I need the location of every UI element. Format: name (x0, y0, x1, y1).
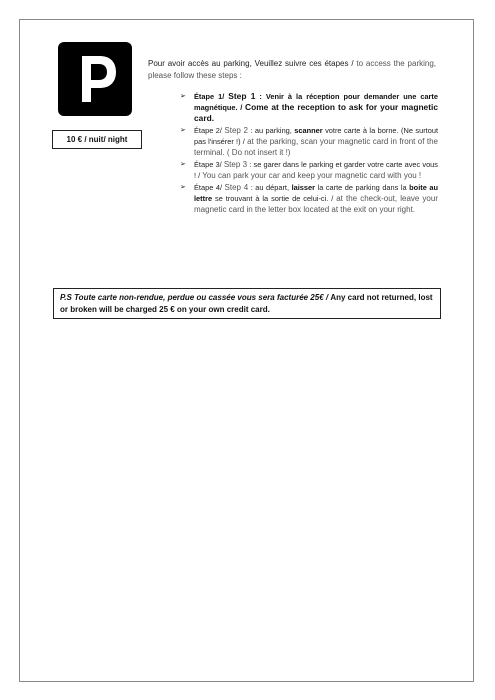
step-4-fr-text-a: : au départ, (248, 183, 292, 192)
arrow-bullet-icon: ➢ (180, 161, 186, 168)
notice-en: Any card not returned, lost or broken will be charged 25 € on your own credit card. (60, 293, 433, 314)
lost-card-notice (53, 288, 441, 319)
step-1-label: Step 1 (228, 91, 256, 101)
step-4-highlight-b: boite au lettre (194, 183, 438, 203)
step-2-highlight: scanner (294, 126, 323, 135)
step-3 (180, 159, 438, 181)
intro-text (148, 58, 436, 82)
step-2 (180, 125, 438, 158)
notice-fr: P.S Toute carte non-rendue, perdue ou cassée vous sera facturée 25€ / (60, 293, 331, 302)
step-3-prefix: Étape 3/ (194, 160, 224, 169)
step-4-fr-text-c: se trouvant à la sortie de celui-ci. / (212, 194, 337, 203)
arrow-bullet-icon: ➢ (180, 127, 186, 134)
parking-p-glyph (58, 42, 132, 116)
step-1 (180, 91, 438, 124)
step-1-prefix: Étape 1/ (194, 92, 229, 101)
step-4-highlight-a: laisser (291, 183, 316, 192)
step-3-label: Step 3 (223, 160, 248, 169)
price-label: 10 € / nuit/ night (52, 130, 142, 149)
parking-p-icon (58, 42, 132, 116)
step-4-en-text: at the check-out, leave your magnetic card in the letter box located at the exit on your right. (194, 194, 438, 214)
step-2-en-text: at the parking, scan your magnetic card in front of the terminal. ( Do not insert it !) (194, 137, 438, 157)
step-4-fr-text-b: la carte de parking dans la (315, 183, 410, 192)
step-4-prefix: Étape 4/ (194, 183, 225, 192)
intro-en: to access the parking, please follow these steps : (148, 59, 437, 80)
arrow-bullet-icon: ➢ (180, 93, 186, 100)
steps-list (180, 91, 438, 216)
step-4-label: Step 4 (224, 183, 249, 192)
step-2-label: Step 2 (224, 126, 248, 135)
step-2-prefix: Étape 2/ (194, 126, 225, 135)
step-3-fr-text: : se garer dans le parking et garder votre carte avec vous ! / (194, 160, 438, 180)
arrow-bullet-icon: ➢ (180, 184, 186, 191)
step-1-fr-text: : Venir à la réception pour demander une carte magnétique. / (194, 92, 439, 112)
intro-fr: Pour avoir accès au parking, Veuillez suivre ces étapes / (148, 59, 357, 68)
step-2-fr-text-b: votre carte à la borne. (Ne surtout pas l'insérer !) / (194, 126, 438, 146)
step-3-en-text: You can park your car and keep your magnetic card with you ! (202, 171, 422, 180)
step-4 (180, 182, 438, 215)
step-1-en-text: Come at the reception to ask for your magnetic card. (194, 102, 438, 123)
step-2-fr-text-a: : au parking, (247, 126, 295, 135)
